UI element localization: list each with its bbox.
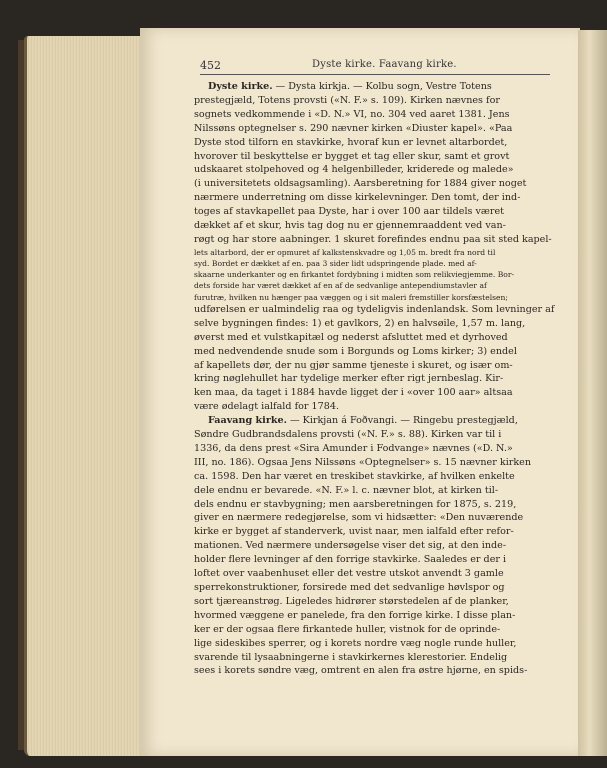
text-line: udskaaret stolpehoved og 4 helgenbilleder, kriderede og malede» xyxy=(194,164,514,176)
text-line: sees i korets søndre væg, omtrent en alen fra østre hjørne, en spids- xyxy=(194,665,528,677)
text-line: dets forside har været dækket af en af de sedvanlige antependiumstavler af xyxy=(194,281,487,291)
text-line: hvorover til beskyttelse er bygget et tag eller skur, samt et grovt xyxy=(194,150,510,162)
text-line: kirke er bygget af standerverk, uvist naar, men ialfald efter refor- xyxy=(194,526,514,538)
text-line: loftet over vaabenhuset eller det vestre utskot anvendt 3 gamle xyxy=(194,568,504,580)
page-number: 452 xyxy=(200,59,221,72)
text-line: dels endnu er stavbygning; men aarsberetningen for 1875, s. 219, xyxy=(194,498,517,510)
text-line: nærmere underretning om disse kirkelevninger. Den tomt, der ind- xyxy=(194,192,521,204)
text-line: syd. Bordet er dækket af en. paa 3 sider lidt udspringende plade. med af- xyxy=(194,259,477,269)
book-page xyxy=(140,28,580,756)
text-line: holder flere levninger af den forrige stavkirke. Saaledes er der i xyxy=(194,554,507,566)
running-head: Dyste kirke. Faavang kirke. xyxy=(312,59,457,70)
text-line: (i universitetets oldsagsamling). Aarsberetning for 1884 giver noget xyxy=(194,178,527,190)
entry-title: Dyste kirke. xyxy=(208,81,273,92)
text-line: udførelsen er ualmindelig raa og tydeligvis indenlandsk. Som levninger af xyxy=(194,303,555,315)
text-line: sort tjæreanstrøg. Ligeledes hidrører størstedelen af de planker, xyxy=(194,595,509,607)
text-line: skaarne underkanter og en firkantet fordybning i midten som relikviegjemme. Bor- xyxy=(194,270,515,280)
text-line: ca. 1598. Den har været en treskibet stavkirke, af hvilken enkelte xyxy=(194,470,515,482)
text-line: kring nøglehullet har tydelige merker efter rigt jernbeslag. Kir- xyxy=(194,373,504,385)
text-line: Dyste kirke. — Dysta kirkja. — Kolbu sogn, Vestre Totens xyxy=(208,81,492,92)
text-line: giver en nærmere redegjørelse, som vi hidsætter: «Den nuværende xyxy=(194,512,524,524)
text-line: hvormed væggene er panelede, fra den forrige kirke. I disse plan- xyxy=(194,609,516,621)
text-line: ker er der ogsaa flere firkantede huller, vistnok for de oprinde- xyxy=(194,623,501,635)
text-line: med nedvendende snude som i Borgunds og Loms kirker; 3) endel xyxy=(194,345,517,357)
text-line: selve bygningen findes: 1) et gavlkors, 2) en halvsøile, 1,57 m. lang, xyxy=(194,317,526,329)
text-line: røgt og har store aabninger. 1 skuret forefindes endnu paa sit sted kapel- xyxy=(194,233,552,245)
text-line: af kapellets dør, der nu gjør samme tjeneste i skuret, og især om- xyxy=(194,359,513,371)
text-line: prestegjæld, Totens provsti («N. F.» s. 109). Kirken nævnes for xyxy=(194,94,500,106)
text-line: Dyste stod tilforn en stavkirke, hvoraf kun er levnet altarbordet, xyxy=(194,136,508,148)
text-line: øverst med et vulstkapitæl og nederst afsluttet med et dyrhoved xyxy=(194,331,508,343)
entry-title: Faavang kirke. xyxy=(208,415,287,427)
page-edges xyxy=(24,36,147,756)
text-line: Nilssøns optegnelser s. 290 nævner kirken «Diuster kapel». «Paa xyxy=(194,122,513,134)
text-line: svarende til lysaabningerne i stavkirkernes klerestorier. Endelig xyxy=(194,651,508,663)
facing-page-edge xyxy=(578,30,607,756)
text-line: Faavang kirke. — Kirkjan á Foðvangi. — Ringebu prestegjæld, xyxy=(208,415,518,427)
text-line: furutræ, hvilken nu hænger paa væggen og i sit maleri fremstiller korsfæstelsen; xyxy=(194,292,508,302)
text-line: være ødelagt ialfald for 1784. xyxy=(194,401,339,413)
body-text xyxy=(194,80,558,678)
text-line: 1336, da dens prest «Sira Amunder i Fodvange» nævnes («D. N.» xyxy=(194,442,513,454)
text-line: toges af stavkapellet paa Dyste, har i over 100 aar tildels været xyxy=(194,206,505,218)
text-line: ken maa, da taget i 1884 havde ligget der i «over 100 aar» altsaa xyxy=(194,387,513,399)
text-line: dækket af et skur, hvis tag dog nu er gjennemraaddent ved van- xyxy=(194,220,506,232)
text-line: mationen. Ved nærmere undersøgelse viser det sig, at den inde- xyxy=(194,540,507,552)
text-line: sognets vedkommende i «D. N.» VI, no. 304 ved aaret 1381. Jens xyxy=(194,108,510,120)
text-line: dele endnu er bevarede. «N. F.» l. c. nævner blot, at kirken til- xyxy=(194,484,499,496)
text-line: III, no. 186). Ogsaa Jens Nilssøns «Optegnelser» s. 15 nævner kirken xyxy=(194,456,532,468)
page-header xyxy=(200,56,550,75)
text-line: sperrekonstruktioner, forsirede med det sedvanlige høvlspor og xyxy=(194,582,505,594)
text-line: Søndre Gudbrandsdalens provsti («N. F.» s. 88). Kirken var til i xyxy=(194,429,502,441)
text-line: lige sideskibes sperrer, og i korets nordre væg nogle runde huller, xyxy=(194,637,517,649)
text-line: lets altarbord, der er opmuret af kalkstenskvadre og 1,05 m. bredt fra nord til xyxy=(194,247,496,257)
